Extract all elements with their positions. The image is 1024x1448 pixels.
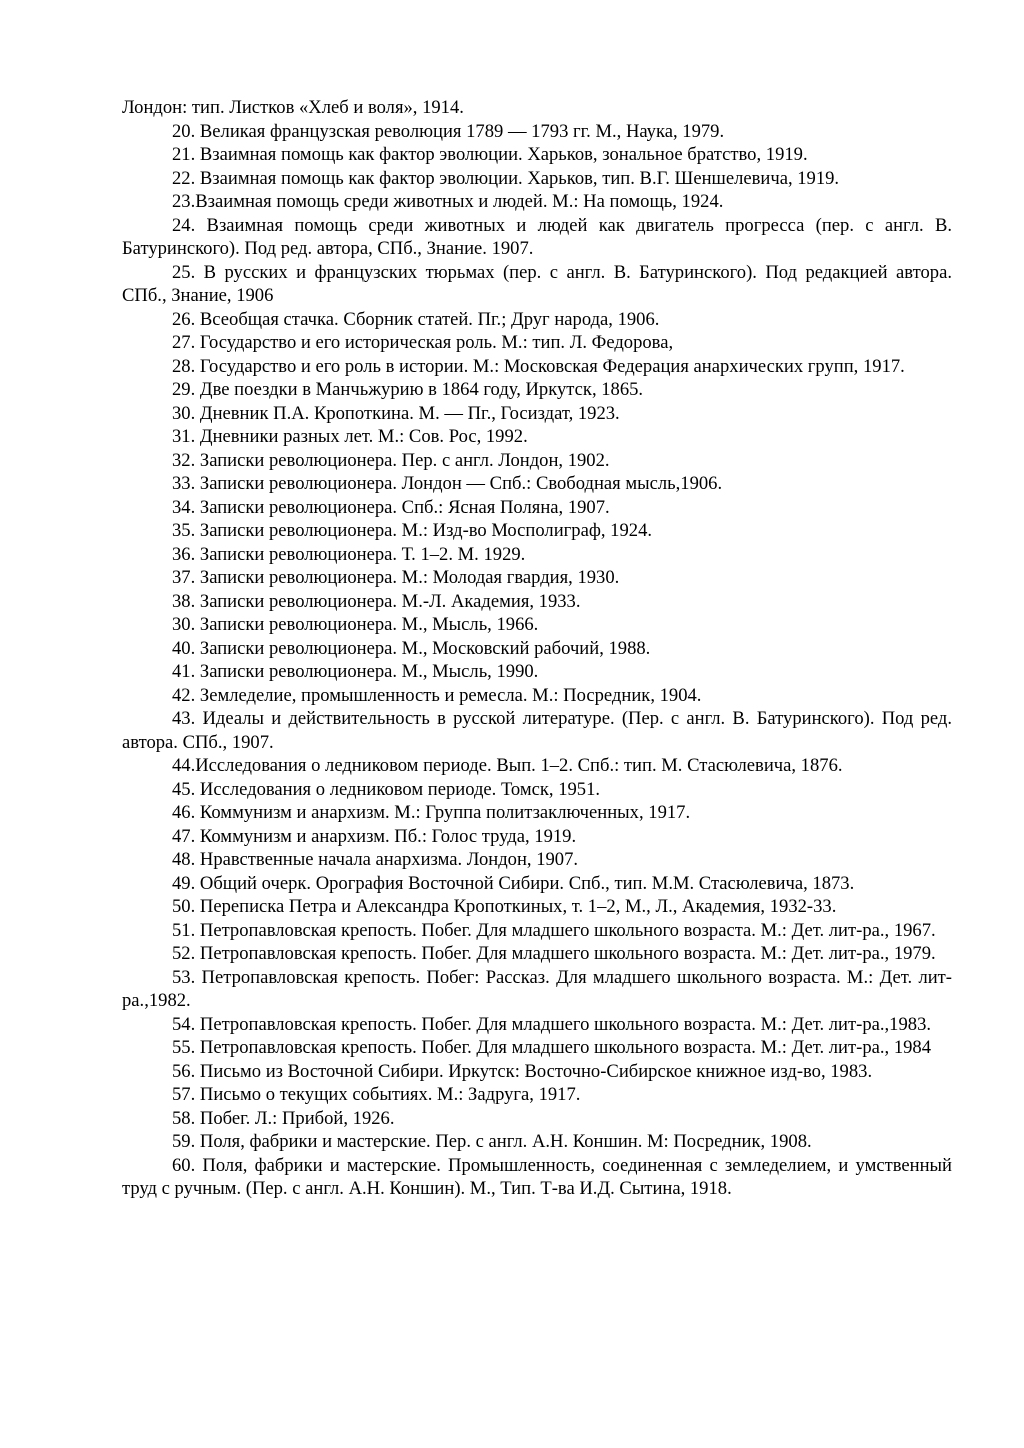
bibliography-entry: 33. Записки революционера. Лондон — Спб.: Свободная мысль,1906. <box>172 473 723 494</box>
bibliography-entry: 40. Записки революционера. М., Московский рабочий, 1988. <box>172 637 651 659</box>
bibliography-entry: 49. Общий очерк. Орография Восточной Сибири. Спб., тип. М.М. Стасюлевича, 1873. <box>172 872 855 894</box>
bibliography-entry: 29. Две поездки в Манчьжурию в 1864 году, Иркутск, 1865. <box>172 379 644 400</box>
bibliography-entry: 52. Петропавловская крепость. Побег. Для младшего школьного возраста. М.: Дет. лит-ра., 1979. <box>172 943 936 964</box>
bibliography-entry: 57. Письмо о текущих событиях. М.: Задруга, 1917. <box>172 1084 581 1105</box>
bibliography-entry: 27. Государство и его историческая роль. М.: тип. Л. Федорова, <box>172 332 674 353</box>
bibliography-entry: 60. Поля, фабрики и мастерские. Промышленность, соединенная с земледелием, и умственный труд с ручным. (Пер. с англ. А.Н. Коншин). М., Тип. Т-ва И.Д. Сытина, 1918. <box>122 1154 952 1199</box>
bibliography-entry: 46. Коммунизм и анархизм. М.: Группа политзаключенных, 1917. <box>172 802 691 823</box>
bibliography-entry: 38. Записки революционера. М.-Л. Академия, 1933. <box>172 590 581 612</box>
bibliography-entry: 36. Записки революционера. Т. 1–2. М. 1929. <box>172 543 526 565</box>
bibliography-entry: 43. Идеалы и действительность в русской литературе. (Пер. с англ. В. Батуринского). Под ред. автора. СПб., 1907. <box>122 708 952 753</box>
bibliography-entry: 22. Взаимная помощь как фактор эволюции. Харьков, тип. В.Г. Шеншелевича, 1919. <box>172 167 840 189</box>
bibliography-entry: 26. Всеобщая стачка. Сборник статей. Пг.; Друг народа, 1906. <box>172 308 660 330</box>
bibliography-entry: 50. Переписка Петра и Александра Кропоткиных, т. 1–2, М., Л., Академия, 1932-33. <box>172 896 837 917</box>
bibliography-entry: 48. Нравственные начала анархизма. Лондон, 1907. <box>172 849 579 870</box>
bibliography-entry: 24. Взаимная помощь среди животных и людей как двигатель прогресса (пер. с англ. В. Батуринского). Под ред. автора, СПб., Знание. 1907. <box>122 214 952 259</box>
bibliography-entry: 30. Дневник П.А. Кропоткина. М. — Пг., Госиздат, 1923. <box>172 402 620 424</box>
bibliography-entry: 34. Записки революционера. Спб.: Ясная Поляна, 1907. <box>172 496 610 518</box>
bibliography-entry: 42. Земледелие, промышленность и ремесла. М.: Посредник, 1904. <box>172 684 702 706</box>
bibliography-entry: 53. Петропавловская крепость. Побег: Рассказ. Для младшего школьного возраста. М.: Дет. лит-ра.,1982. <box>122 966 952 1011</box>
document-page <box>122 96 952 1201</box>
bibliography-entry: 20. Великая французская революция 1789 — 1793 гг. М., Наука, 1979. <box>172 120 725 142</box>
bibliography-entry: 45. Исследования о ледниковом периоде. Томск, 1951. <box>172 778 601 800</box>
bibliography-entry: 37. Записки революционера. М.: Молодая гвардия, 1930. <box>172 567 620 588</box>
bibliography-entry: 47. Коммунизм и анархизм. Пб.: Голос труда, 1919. <box>172 825 577 847</box>
continuation-line: Лондон: тип. Листков «Хлеб и воля», 1914. <box>122 97 464 118</box>
bibliography-list <box>122 120 952 1201</box>
bibliography-entry: 59. Поля, фабрики и мастерские. Пер. с англ. А.Н. Коншин. М: Посредник, 1908. <box>172 1131 812 1152</box>
bibliography-entry: 51. Петропавловская крепость. Побег. Для младшего школьного возраста. М.: Дет. лит-ра., 1967. <box>172 919 936 941</box>
bibliography-entry: 21. Взаимная помощь как фактор эволюции. Харьков, зональное братство, 1919. <box>172 144 808 165</box>
bibliography-entry: 31. Дневники разных лет. М.: Сов. Рос, 1992. <box>172 426 528 447</box>
bibliography-entry: 25. В русских и французских тюрьмах (пер. с англ. В. Батуринского). Под редакцией автора. СПб., Знание, 1906 <box>122 261 952 306</box>
bibliography-entry: 55. Петропавловская крепость. Побег. Для младшего школьного возраста. М.: Дет. лит-ра., 1984 <box>172 1037 932 1058</box>
bibliography-entry: 58. Побег. Л.: Прибой, 1926. <box>172 1107 395 1129</box>
bibliography-entry: 30. Записки революционера. М., Мысль, 1966. <box>172 614 539 635</box>
bibliography-entry: 41. Записки революционера. М., Мысль, 1990. <box>172 661 539 682</box>
bibliography-entry: 44.Исследования о ледниковом периоде. Вып. 1–2. Спб.: тип. М. Стасюлевича, 1876. <box>172 755 843 776</box>
bibliography-entry: 54. Петропавловская крепость. Побег. Для младшего школьного возраста. М.: Дет. лит-ра.,1983. <box>172 1013 932 1035</box>
bibliography-entry: 28. Государство и его роль в истории. М.: Московская Федерация анархических групп, 1917. <box>172 355 905 377</box>
bibliography-entry: 56. Письмо из Восточной Сибири. Иркутск: Восточно-Сибирское книжное изд-во, 1983. <box>172 1060 873 1082</box>
bibliography-entry: 23.Взаимная помощь среди животных и людей. М.: На помощь, 1924. <box>172 191 724 212</box>
bibliography-entry: 32. Записки революционера. Пер. с англ. Лондон, 1902. <box>172 449 610 471</box>
bibliography-entry: 35. Записки революционера. М.: Изд-во Мосполиграф, 1924. <box>172 520 653 541</box>
